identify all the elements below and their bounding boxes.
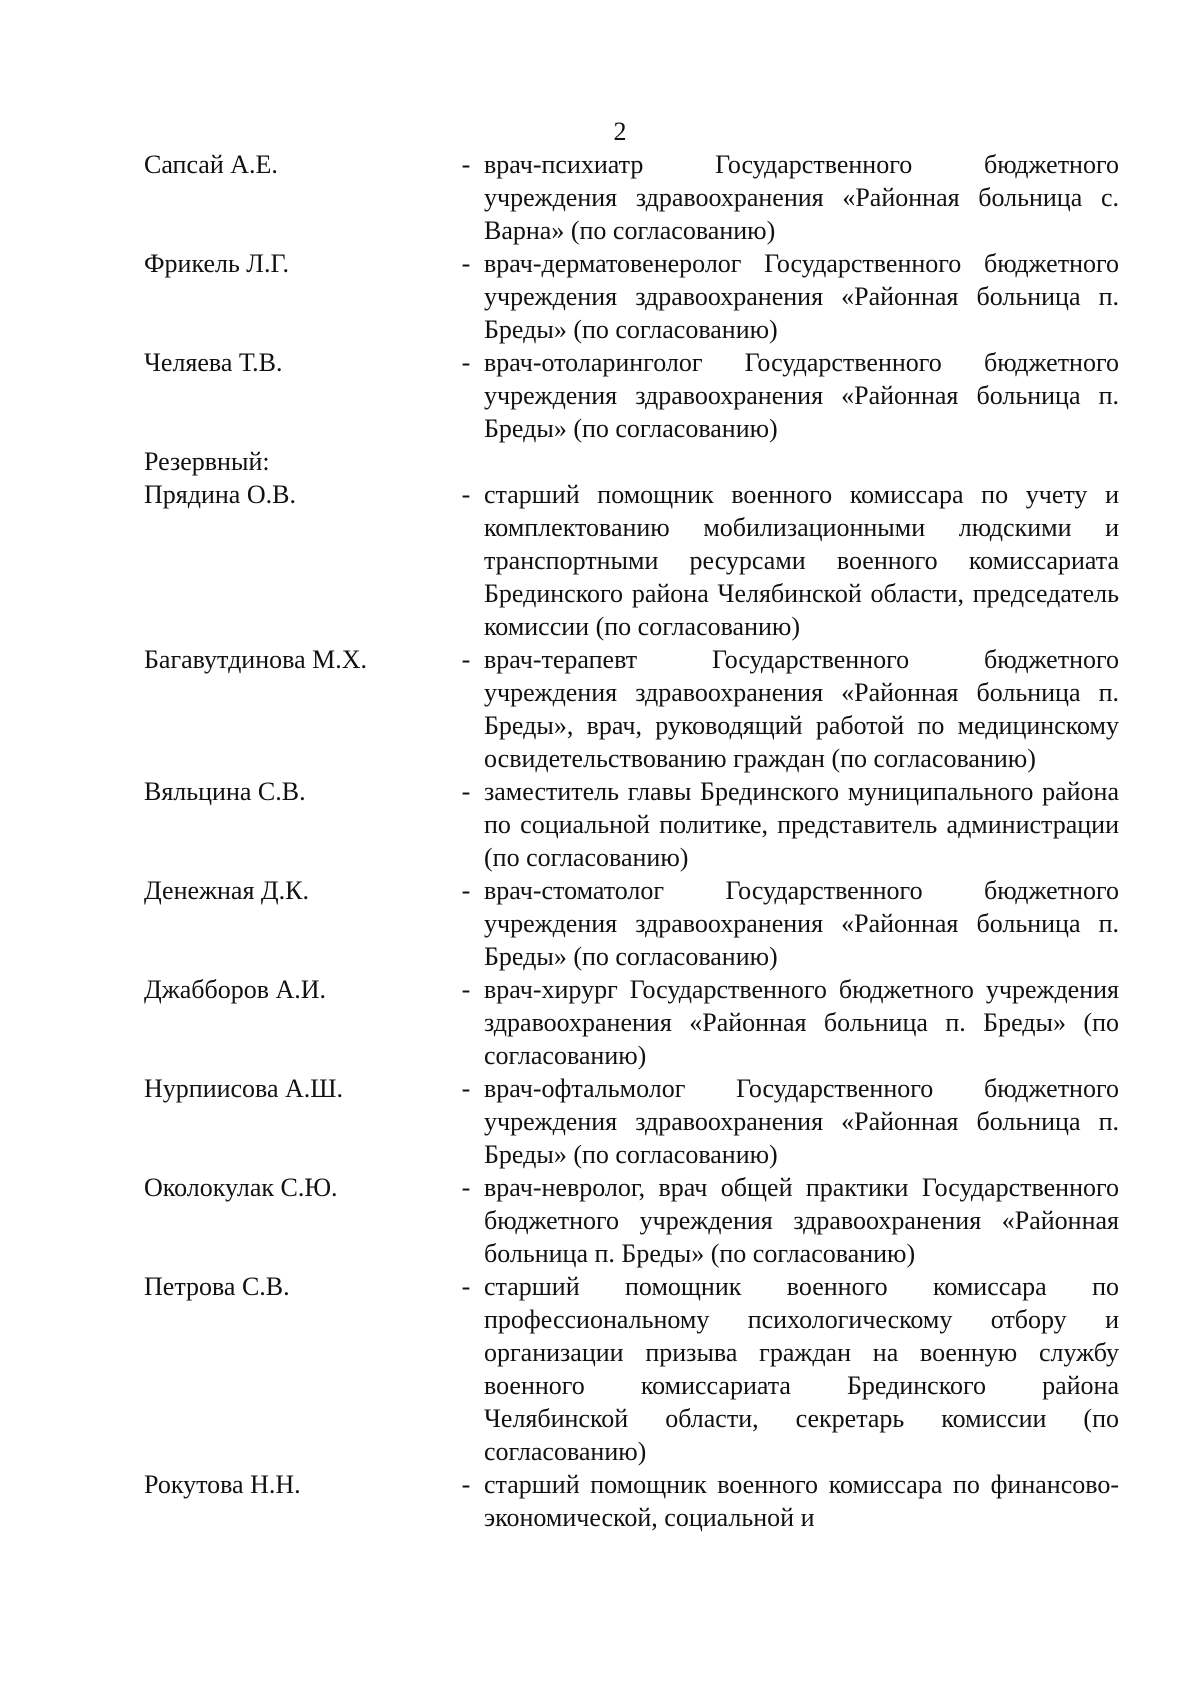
- list-item: [144, 478, 1128, 643]
- member-name: Фрикель Л.Г.: [144, 249, 290, 278]
- list-item: [144, 148, 1128, 247]
- list-item: [144, 346, 1128, 445]
- member-position: врач-стоматолог Государственного бюджетного учреждения здравоохранения «Районная больница п. Бреды» (по согласованию): [484, 876, 1119, 971]
- dash-separator: -: [461, 1470, 471, 1499]
- dash-separator: -: [461, 1272, 471, 1301]
- dash-separator: -: [461, 1074, 471, 1103]
- dash-separator: -: [461, 249, 471, 278]
- list-item: [144, 1171, 1128, 1270]
- reserve-section-label: Резервный:: [144, 447, 270, 476]
- list-item: [144, 1072, 1128, 1171]
- list-item: [144, 643, 1128, 775]
- member-name: Сапсай А.Е.: [144, 150, 278, 179]
- member-position: врач-отоларинголог Государственного бюджетного учреждения здравоохранения «Районная больница п. Бреды» (по согласованию): [484, 348, 1119, 443]
- dash-separator: -: [461, 645, 471, 674]
- member-position: старший помощник военного комиссара по учету и комплектованию мобилизационными людскими и транспортными ресурсами военного комиссариата Брединского района Челябинской области, председатель комиссии (по согласованию): [484, 480, 1119, 641]
- dash-separator: -: [461, 777, 471, 806]
- dash-separator: -: [461, 480, 471, 509]
- dash-separator: -: [461, 150, 471, 179]
- member-name: Денежная Д.К.: [144, 876, 310, 905]
- member-position: врач-психиатр Государственного бюджетного учреждения здравоохранения «Районная больница с. Варна» (по согласованию): [484, 150, 1119, 245]
- member-name: Вяльцина С.В.: [144, 777, 306, 806]
- member-position: врач-невролог, врач общей практики Государственного бюджетного учреждения здравоохранения «Районная больница п. Бреды» (по согласованию): [484, 1173, 1119, 1268]
- member-name: Нурпиисова А.Ш.: [144, 1074, 344, 1103]
- dash-separator: -: [461, 975, 471, 1004]
- member-name: Рокутова Н.Н.: [144, 1470, 301, 1499]
- member-name: Багавутдинова М.Х.: [144, 645, 368, 674]
- member-position: заместитель главы Брединского муниципального района по социальной политике, представитель администрации (по согласованию): [484, 777, 1119, 872]
- member-position: врач-хирург Государственного бюджетного учреждения здравоохранения «Районная больница п. Бреды» (по согласованию): [484, 975, 1119, 1070]
- member-name: Околокулак С.Ю.: [144, 1173, 338, 1202]
- member-name: Петрова С.В.: [144, 1272, 290, 1301]
- member-name: Джабборов А.И.: [144, 975, 327, 1004]
- member-position: врач-офтальмолог Государственного бюджетного учреждения здравоохранения «Районная больница п. Бреды» (по согласованию): [484, 1074, 1119, 1169]
- dash-separator: -: [461, 348, 471, 377]
- member-name: Прядина О.В.: [144, 480, 296, 509]
- member-position: врач-дерматовенеролог Государственного бюджетного учреждения здравоохранения «Районная больница п. Бреды» (по согласованию): [484, 249, 1119, 344]
- dash-separator: -: [461, 1173, 471, 1202]
- page-number: 2: [613, 117, 627, 146]
- member-position: врач-терапевт Государственного бюджетного учреждения здравоохранения «Районная больница п. Бреды», врач, руководящий работой по медицинскому освидетельствованию граждан (по согласованию): [484, 645, 1119, 773]
- member-name: Челяева Т.В.: [144, 348, 283, 377]
- list-item: [144, 874, 1128, 973]
- member-position: старший помощник военного комиссара по финансово-экономической, социальной и: [484, 1470, 1119, 1532]
- list-item: [144, 1468, 1128, 1534]
- commission-member-list: [144, 148, 1128, 1534]
- list-item: [144, 1270, 1128, 1468]
- member-position: старший помощник военного комиссара по профессиональному психологическому отбору и организации призыва граждан на военную службу военного комиссариата Брединского района Челябинской области, секретарь комиссии (по согласованию): [484, 1272, 1119, 1466]
- list-item: [144, 775, 1128, 874]
- list-item: [144, 973, 1128, 1072]
- list-item: [144, 247, 1128, 346]
- dash-separator: -: [461, 876, 471, 905]
